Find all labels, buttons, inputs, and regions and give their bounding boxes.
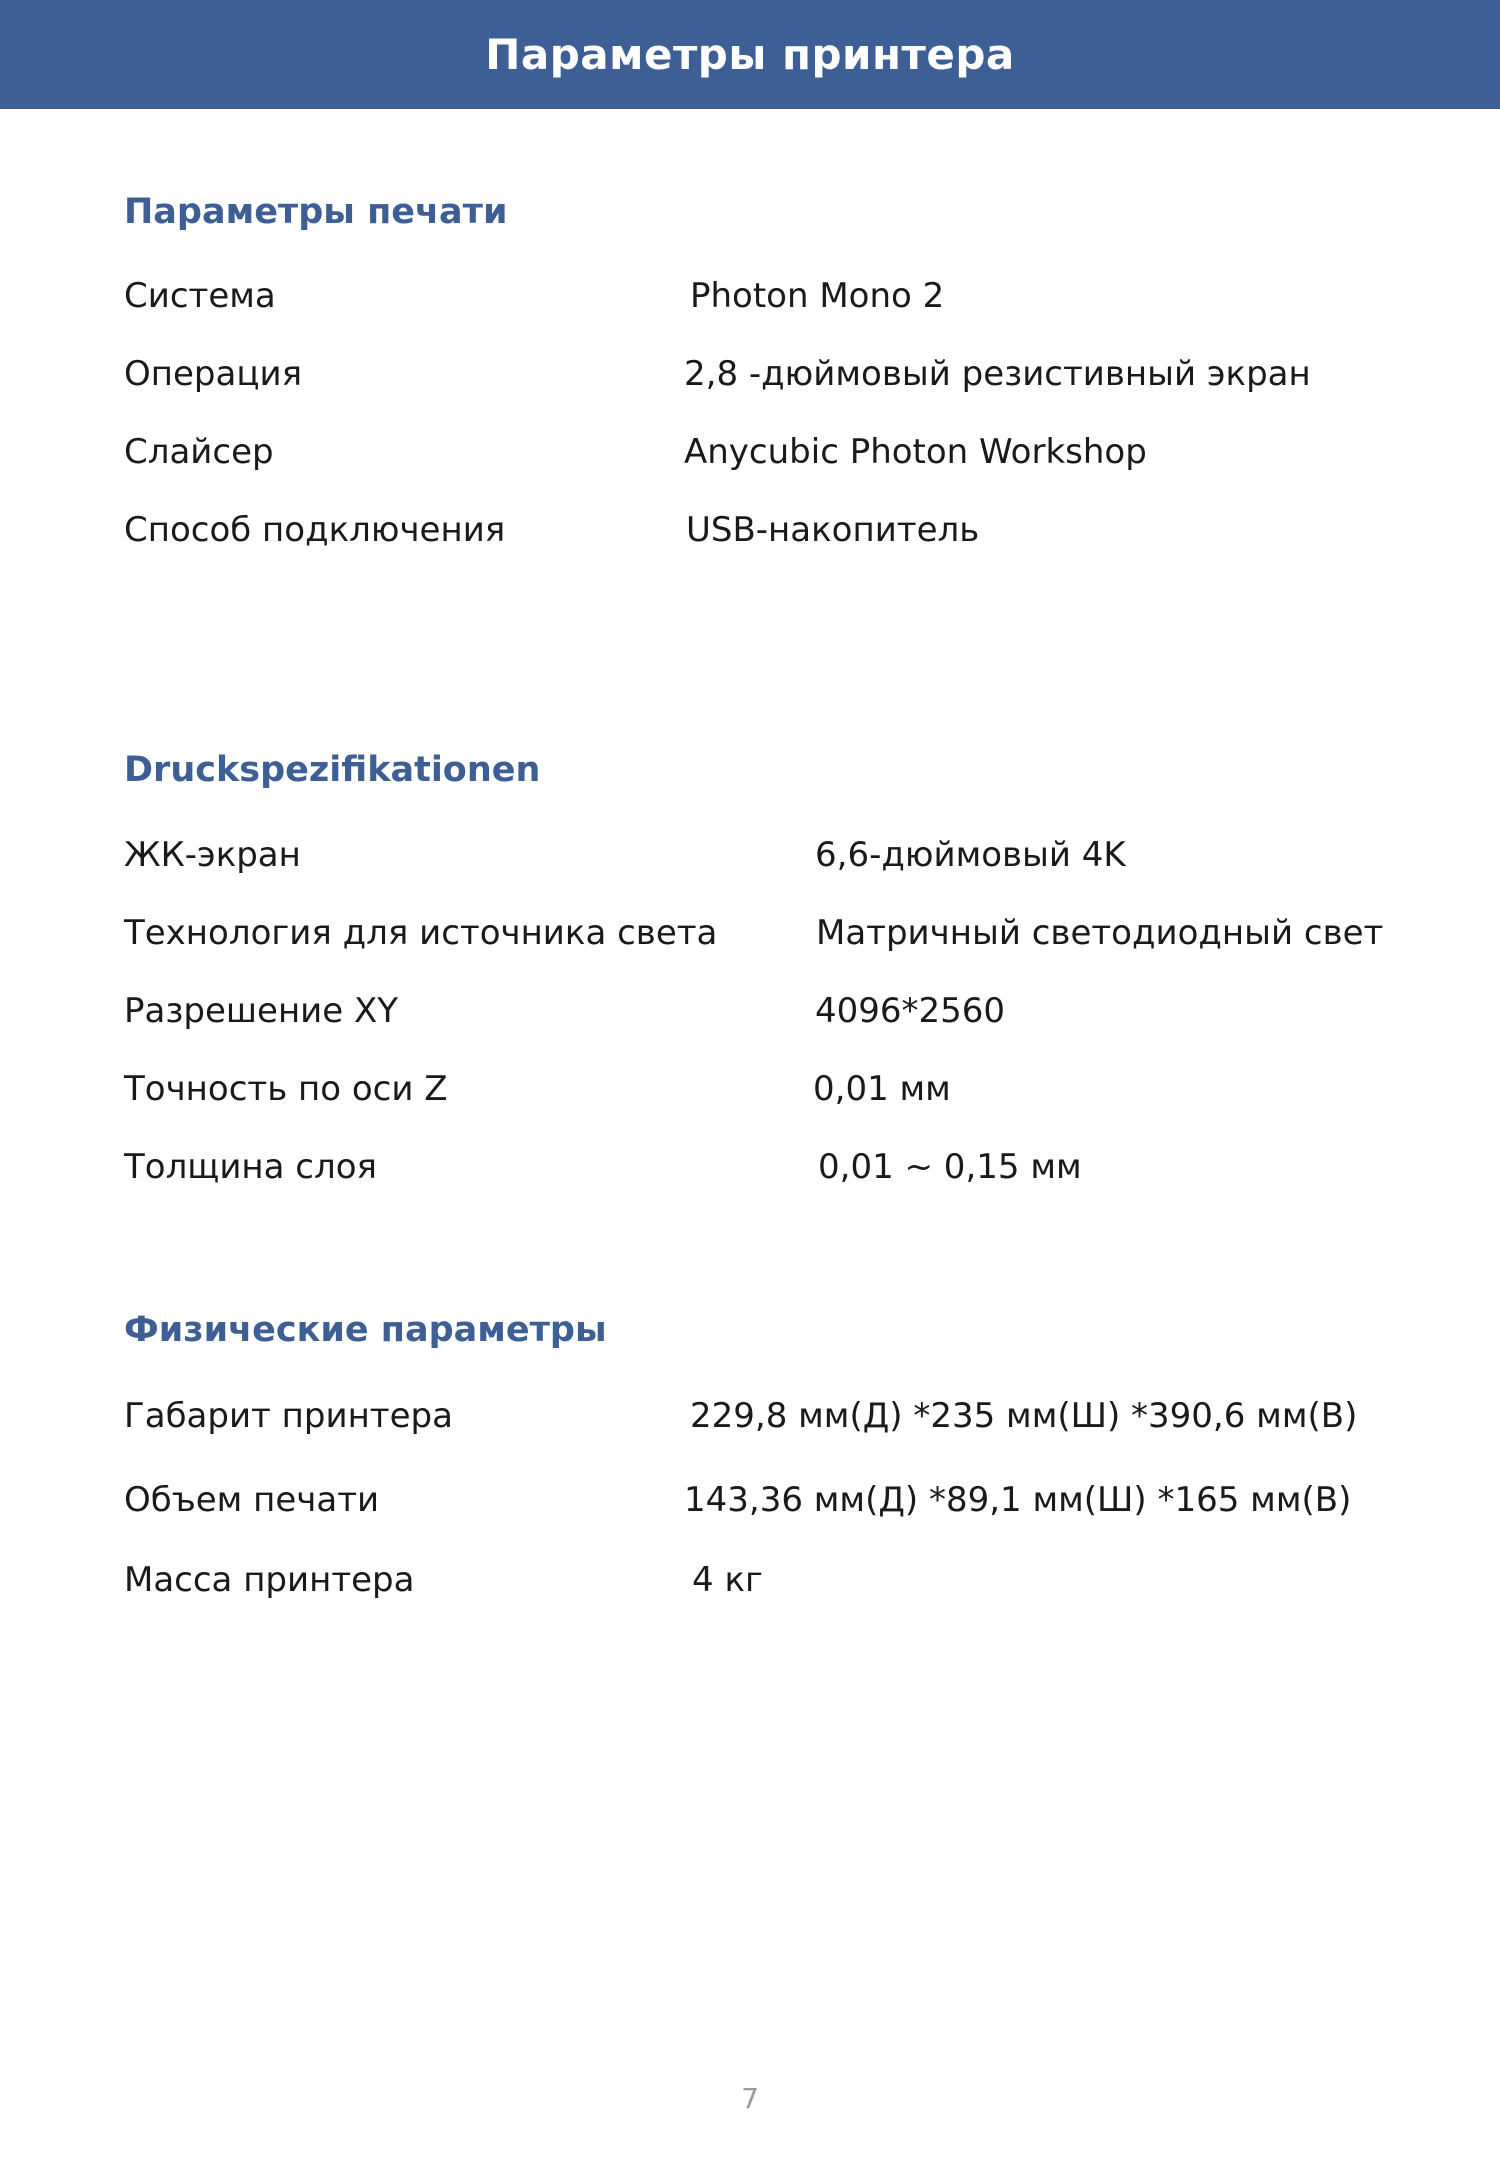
row-value-printer-size: 229,8 мм(Д) *235 мм(Ш) *390,6 мм(В) — [690, 1396, 1358, 1436]
row-label-layer-thickness: Толщина слоя — [124, 1147, 377, 1187]
row-label-z-accuracy: Точность по оси Z — [124, 1069, 448, 1109]
row-label-connection: Способ подключения — [124, 510, 506, 550]
row-label-xy-resolution: Разрешение XY — [124, 991, 399, 1031]
row-value-xy-resolution: 4096*2560 — [815, 991, 1006, 1031]
row-value-z-accuracy: 0,01 мм — [813, 1069, 951, 1109]
section-title-physical-params: Физические параметры — [124, 1310, 607, 1350]
row-label-slicer: Слайсер — [124, 432, 274, 472]
row-label-operation: Операция — [124, 354, 303, 394]
section-title-print-specs: Druckspezifikationen — [124, 750, 541, 790]
row-value-operation: 2,8 -дюймовый резистивный экран — [684, 354, 1311, 394]
header-bar — [0, 0, 1500, 109]
row-label-build-volume: Объем печати — [124, 1480, 380, 1520]
row-label-lcd: ЖК-экран — [124, 835, 301, 875]
row-label-light-source: Технология для источника света — [124, 913, 718, 953]
page-title: Параметры принтера — [485, 30, 1015, 79]
row-label-printer-size: Габарит принтера — [124, 1396, 453, 1436]
row-label-printer-weight: Масса принтера — [124, 1560, 415, 1600]
row-value-system: Photon Mono 2 — [690, 276, 945, 316]
section-title-print-params: Параметры печати — [124, 192, 508, 232]
page-number: 7 — [741, 2082, 759, 2115]
row-value-printer-weight: 4 кг — [692, 1560, 763, 1600]
row-value-slicer: Anycubic Photon Workshop — [684, 432, 1147, 472]
row-value-light-source: Матричный светодиодный свет — [816, 913, 1384, 953]
row-value-lcd: 6,6-дюймовый 4K — [815, 835, 1126, 875]
row-value-build-volume: 143,36 мм(Д) *89,1 мм(Ш) *165 мм(В) — [684, 1480, 1352, 1520]
row-value-layer-thickness: 0,01 ~ 0,15 мм — [818, 1147, 1082, 1187]
row-value-connection: USB-накопитель — [686, 510, 980, 550]
row-label-system: Система — [124, 276, 276, 316]
